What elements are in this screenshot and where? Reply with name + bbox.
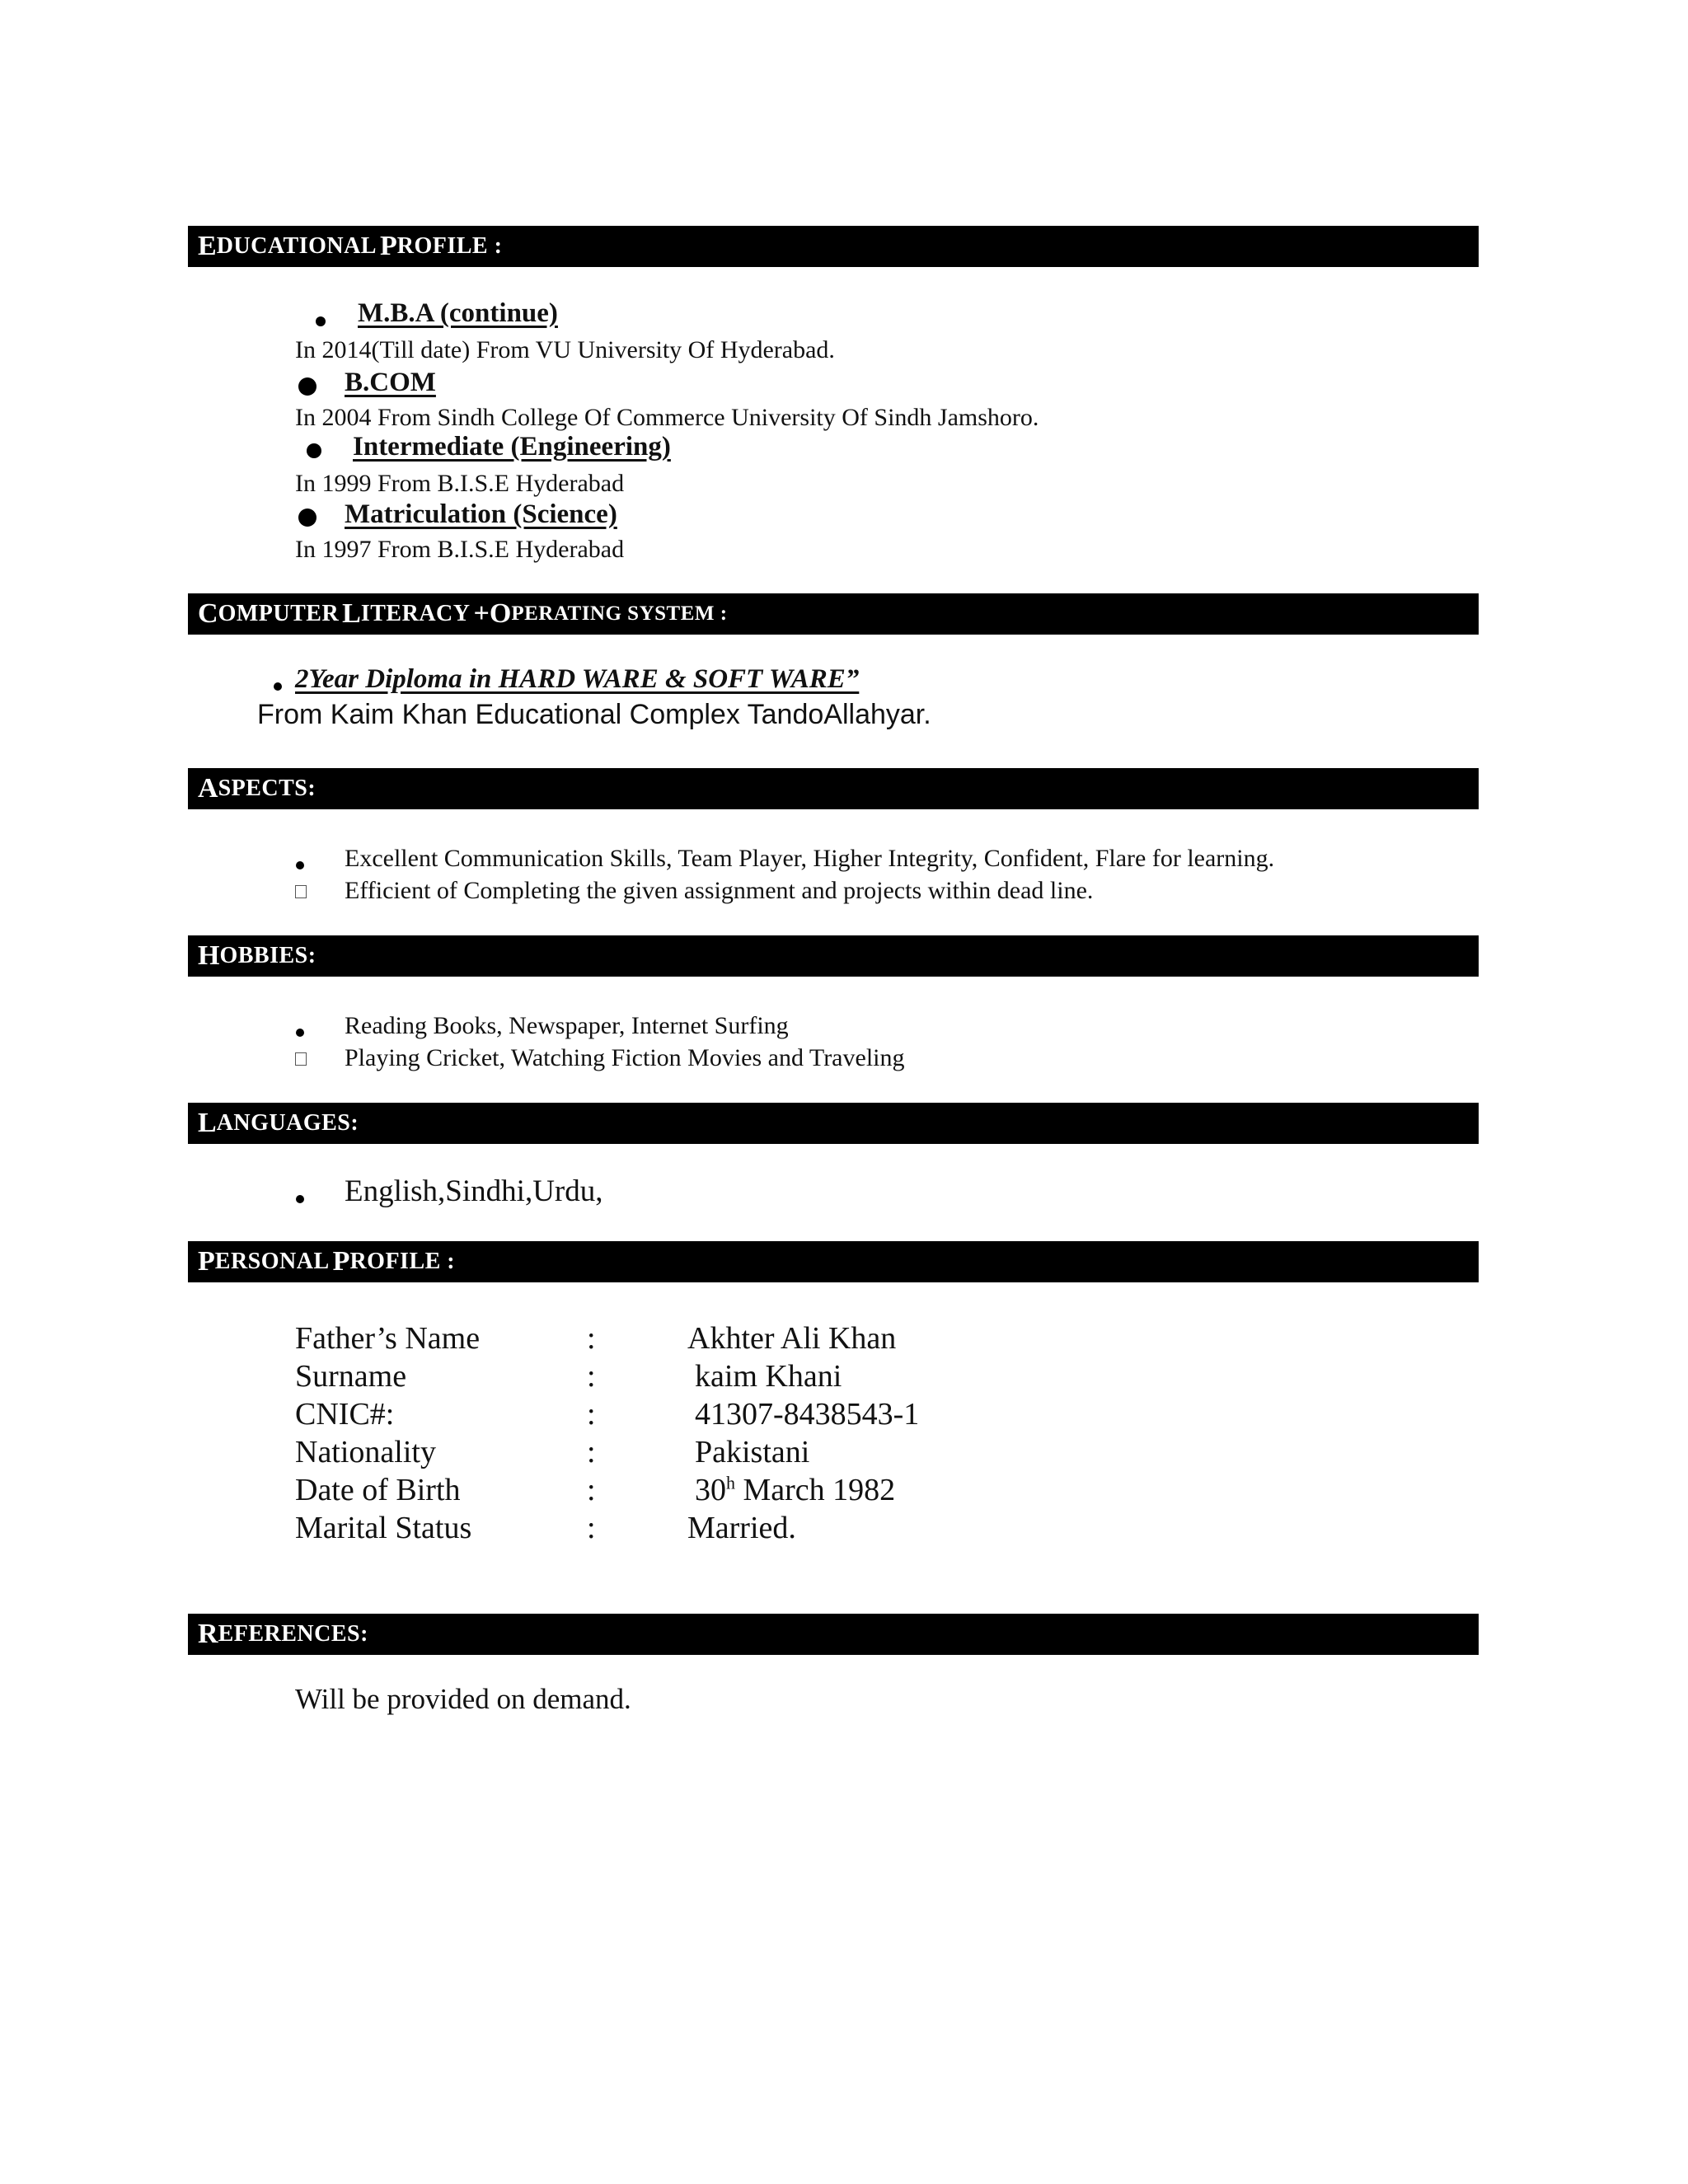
personal-label: Father’s Name xyxy=(295,1321,481,1356)
header-text: OMPUTER xyxy=(218,601,340,626)
references-text: Will be provided on demand. xyxy=(295,1683,631,1715)
diploma-title: 2Year Diploma in HARD WARE & SOFT WARE” xyxy=(295,664,860,694)
personal-separator: : xyxy=(587,1397,596,1432)
personal-separator: : xyxy=(587,1473,596,1507)
header-initial: H xyxy=(198,940,220,971)
hobby-item: Reading Books, Newspaper, Internet Surfing xyxy=(345,1012,789,1039)
bullet-icon xyxy=(296,861,304,869)
header-text: OBBIES: xyxy=(219,943,316,968)
dob-month-year: March 1982 xyxy=(735,1473,896,1507)
bullet-icon xyxy=(274,682,282,691)
header-text: + xyxy=(473,598,490,629)
diploma-institute: From Kaim Khan Educational Complex TandoAllahyar. xyxy=(257,699,931,730)
degree-bcom: B.COM xyxy=(345,368,436,397)
header-initial: O xyxy=(489,598,512,629)
degree-detail: In 1997 From B.I.S.E Hyderabad xyxy=(295,536,625,563)
section-header-computer-literacy xyxy=(188,593,1479,635)
checkbox-icon xyxy=(295,1052,307,1066)
degree-intermediate: Intermediate (Engineering) xyxy=(353,432,671,462)
header-initial: C xyxy=(198,598,218,629)
personal-separator: : xyxy=(587,1321,596,1356)
header-text: ANGUAGES: xyxy=(216,1110,359,1136)
personal-value xyxy=(695,1472,895,1508)
bullet-icon xyxy=(298,377,316,396)
bullet-icon xyxy=(316,316,326,326)
degree-detail: In 1999 From B.I.S.E Hyderabad xyxy=(295,470,625,497)
header-initial: L xyxy=(342,598,361,629)
degree-matriculation: Matriculation (Science) xyxy=(345,499,617,529)
personal-value: Married. xyxy=(687,1511,796,1545)
personal-value: Akhter Ali Khan xyxy=(687,1321,897,1356)
header-text: DUCATIONAL xyxy=(216,233,377,259)
header-initial: P xyxy=(332,1246,350,1277)
degree-mba: M.B.A (continue) xyxy=(358,298,558,328)
personal-label: Surname xyxy=(295,1359,407,1394)
aspect-item: Efficient of Completing the given assignment and projects within dead line. xyxy=(345,877,1094,904)
personal-label: Nationality xyxy=(295,1435,436,1469)
section-header-languages xyxy=(188,1103,1479,1144)
header-initial: A xyxy=(198,773,218,804)
personal-label: CNIC#: xyxy=(295,1397,395,1432)
personal-value: Pakistani xyxy=(695,1435,810,1469)
dob-day: 30 xyxy=(695,1473,726,1507)
section-header-educational-profile xyxy=(188,226,1479,267)
header-initial: P xyxy=(198,1246,215,1277)
header-text: PERATING SYSTEM : xyxy=(511,602,728,625)
header-initial: E xyxy=(198,231,217,261)
degree-detail: In 2014(Till date) From VU University Of Hyderabad. xyxy=(295,336,835,363)
header-initial: R xyxy=(198,1619,218,1649)
languages-list: English,Sindhi,Urdu, xyxy=(345,1174,603,1208)
degree-detail: In 2004 From Sindh College Of Commerce University Of Sindh Jamshoro. xyxy=(295,404,1039,431)
personal-separator: : xyxy=(587,1435,596,1469)
header-text: ROFILE : xyxy=(349,1249,456,1274)
header-text: ERSONAL xyxy=(214,1249,330,1274)
header-text: ITERACY xyxy=(360,601,471,626)
bullet-icon xyxy=(298,509,316,527)
header-initial: P xyxy=(379,231,397,261)
section-header-personal-profile xyxy=(188,1241,1479,1282)
personal-value: 41307-8438543-1 xyxy=(695,1397,920,1432)
hobby-item: Playing Cricket, Watching Fiction Movies and Traveling xyxy=(345,1044,905,1071)
checkbox-icon xyxy=(295,885,307,898)
section-header-aspects xyxy=(188,768,1479,809)
aspect-item: Excellent Communication Skills, Team Player, Higher Integrity, Confident, Flare for learning. xyxy=(345,845,1275,872)
header-text: EFERENCES: xyxy=(218,1621,368,1647)
header-text: SPECTS: xyxy=(218,776,316,801)
bullet-icon xyxy=(296,1029,304,1037)
bullet-icon xyxy=(296,1195,304,1203)
section-header-hobbies xyxy=(188,935,1479,977)
header-initial: L xyxy=(198,1108,217,1138)
personal-value: kaim Khani xyxy=(695,1359,842,1394)
section-header-references xyxy=(188,1614,1479,1655)
personal-label: Date of Birth xyxy=(295,1473,461,1507)
header-text: ROFILE : xyxy=(396,233,503,259)
bullet-icon xyxy=(307,443,321,458)
dob-suffix: h xyxy=(726,1472,735,1493)
personal-separator: : xyxy=(587,1359,596,1394)
personal-label: Marital Status xyxy=(295,1511,472,1545)
personal-separator: : xyxy=(587,1511,596,1545)
